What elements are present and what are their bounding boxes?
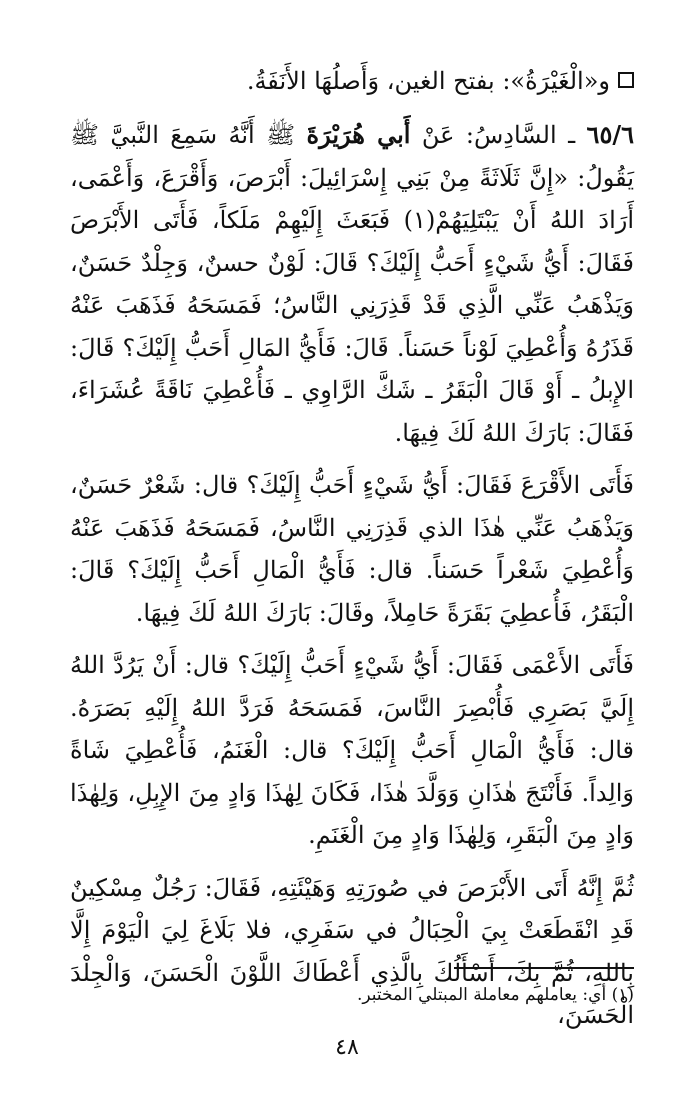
paragraph-4: ثُمَّ إِنَّهُ أَتَى الأَبْرَصَ في صُورَتِهِ وَهَيْئَتِهِ، فَقَالَ: رَجُلٌ مِسْكِينٌ قَدِ انْقَطَعَتْ بِيَ الْحِبَالُ في سَفَرِي، فلا بَلَاغَ لِيَ الْيَوْمَ إِلَّا بِاللهِ، ثُمَّ بِكَ، أَسْأَلُكَ بِالَّذِي أَعْطَاكَ اللَّوْنَ الْحَسَنَ، وَالْجِلْدَ الْحَسَنَ، [70, 873, 634, 1029]
paragraph-1: يَقُولُ: «إِنَّ ثَلَاثَةً مِنْ بَنِي إِسْرَائِيلَ: أَبْرَصَ، وَأَقْرَعَ، وَأَعْمَى، أَرَادَ اللهُ أَنْ يَبْتَلِيَهُمْ(١) فَبَعَثَ إِلَيْهِمْ مَلَكاً، فَأَتَى الأَبْرَصَ فَقَالَ: أَيُّ شَيْءٍ أَحَبُّ إِلَيْكَ؟ قَالَ: لَوْنٌ حسنٌ، وَجِلْدٌ حَسَنٌ، وَيَذْهَبُ عَنِّي الَّذِي قَدْ قَذِرَنِي النَّاسُ؛ فَمَسَحَهُ فَذَهَبَ عَنْهُ قَذَرُهُ وَأُعْطِيَ لَوْناً حَسَناً. قَالَ: فَأَيُّ المَالِ أَحَبُّ إِلَيْكَ؟ قَالَ: الإِبلُ ـ أَوْ قَالَ الْبَقَرُ ـ شَكَّ الرَّاوِي ـ فَأُعْطِيَ نَاقَةً عُشَرَاءَ، فَقَالَ: بَارَكَ اللهُ لَكَ فِيهَا. [70, 163, 634, 447]
spacer [70, 857, 634, 867]
hadith-narrator: أَبي هُرَيْرَةَ [306, 120, 411, 149]
hadith-number: ٦٥/٦ [586, 120, 634, 149]
hadith-intro-rest: ﷺ أَنَّهُ سَمِعَ النَّبيَّ ﷺ [70, 121, 296, 149]
footnote: (١) أي: يعاملهم معاملة المبتلي المختبر. [356, 985, 634, 1005]
spacer [70, 634, 634, 644]
page-number: ٤٨ [335, 1035, 359, 1060]
explanatory-note [70, 60, 634, 104]
hadith-body [70, 114, 634, 1037]
hadith-intro [70, 114, 634, 454]
spacer [70, 454, 634, 464]
paragraph-2: فَأَتَى الأَقْرَعَ فَقَالَ: أَيُّ شَيْءٍ أَحَبُّ إِلَيْكَ؟ قال: شَعْرٌ حَسَنٌ، وَيَذْهَبُ عَنِّي هٰذَا الذي قَذِرَنِي النَّاسُ، فَمَسَحَهُ فَذَهَبَ عَنْهُ وَأُعْطِيَ شَعْراً حَسَناً. قال: فَأَيُّ الْمَالِ أَحَبُّ إِلَيْكَ؟ قَالَ: الْبَقَرُ، فَأُعطِيَ بَقَرَةً حَامِلاً، وقَالَ: بَارَكَ اللهُ لَكَ فِيهَا. [70, 471, 634, 627]
hadith-ordinal: ـ السَّادِسُ: عَنْ [421, 121, 576, 149]
footnote-divider [454, 967, 634, 969]
square-bullet-icon [618, 72, 634, 88]
note-text: و«الْغَيْرَةُ»: بفتح الغين، وَأَصلُهَا الأَنَفَةُ. [246, 67, 610, 95]
paragraph-3: فَأَتَى الأَعْمَى فَقَالَ: أَيُّ شَيْءٍ أَحَبُّ إِلَيْكَ؟ قال: أَنْ يَرُدَّ اللهُ إِلَيَّ بَصَرِي فَأُبْصِرَ النَّاسَ، فَمَسَحَهُ فَرَدَّ اللهُ إِلَيْهِ بَصَرَهُ. قال: فَأَيُّ الْمَالِ أَحَبُّ إِلَيْكَ؟ قال: الْغَنَمُ، فَأُعْطِيَ شَاةً وَالِداً. فَأَنْتَجَ هٰذَانِ وَوَلَّدَ هٰذَا، فَكَانَ لِهٰذَا وَادٍ مِنَ الإِبِلِ، وَلِهٰذَا وَادٍ مِنَ الْبَقَرِ، وَلِهٰذَا وَادٍ مِنَ الْغَنَمِ. [70, 651, 634, 849]
spacer [70, 104, 634, 114]
